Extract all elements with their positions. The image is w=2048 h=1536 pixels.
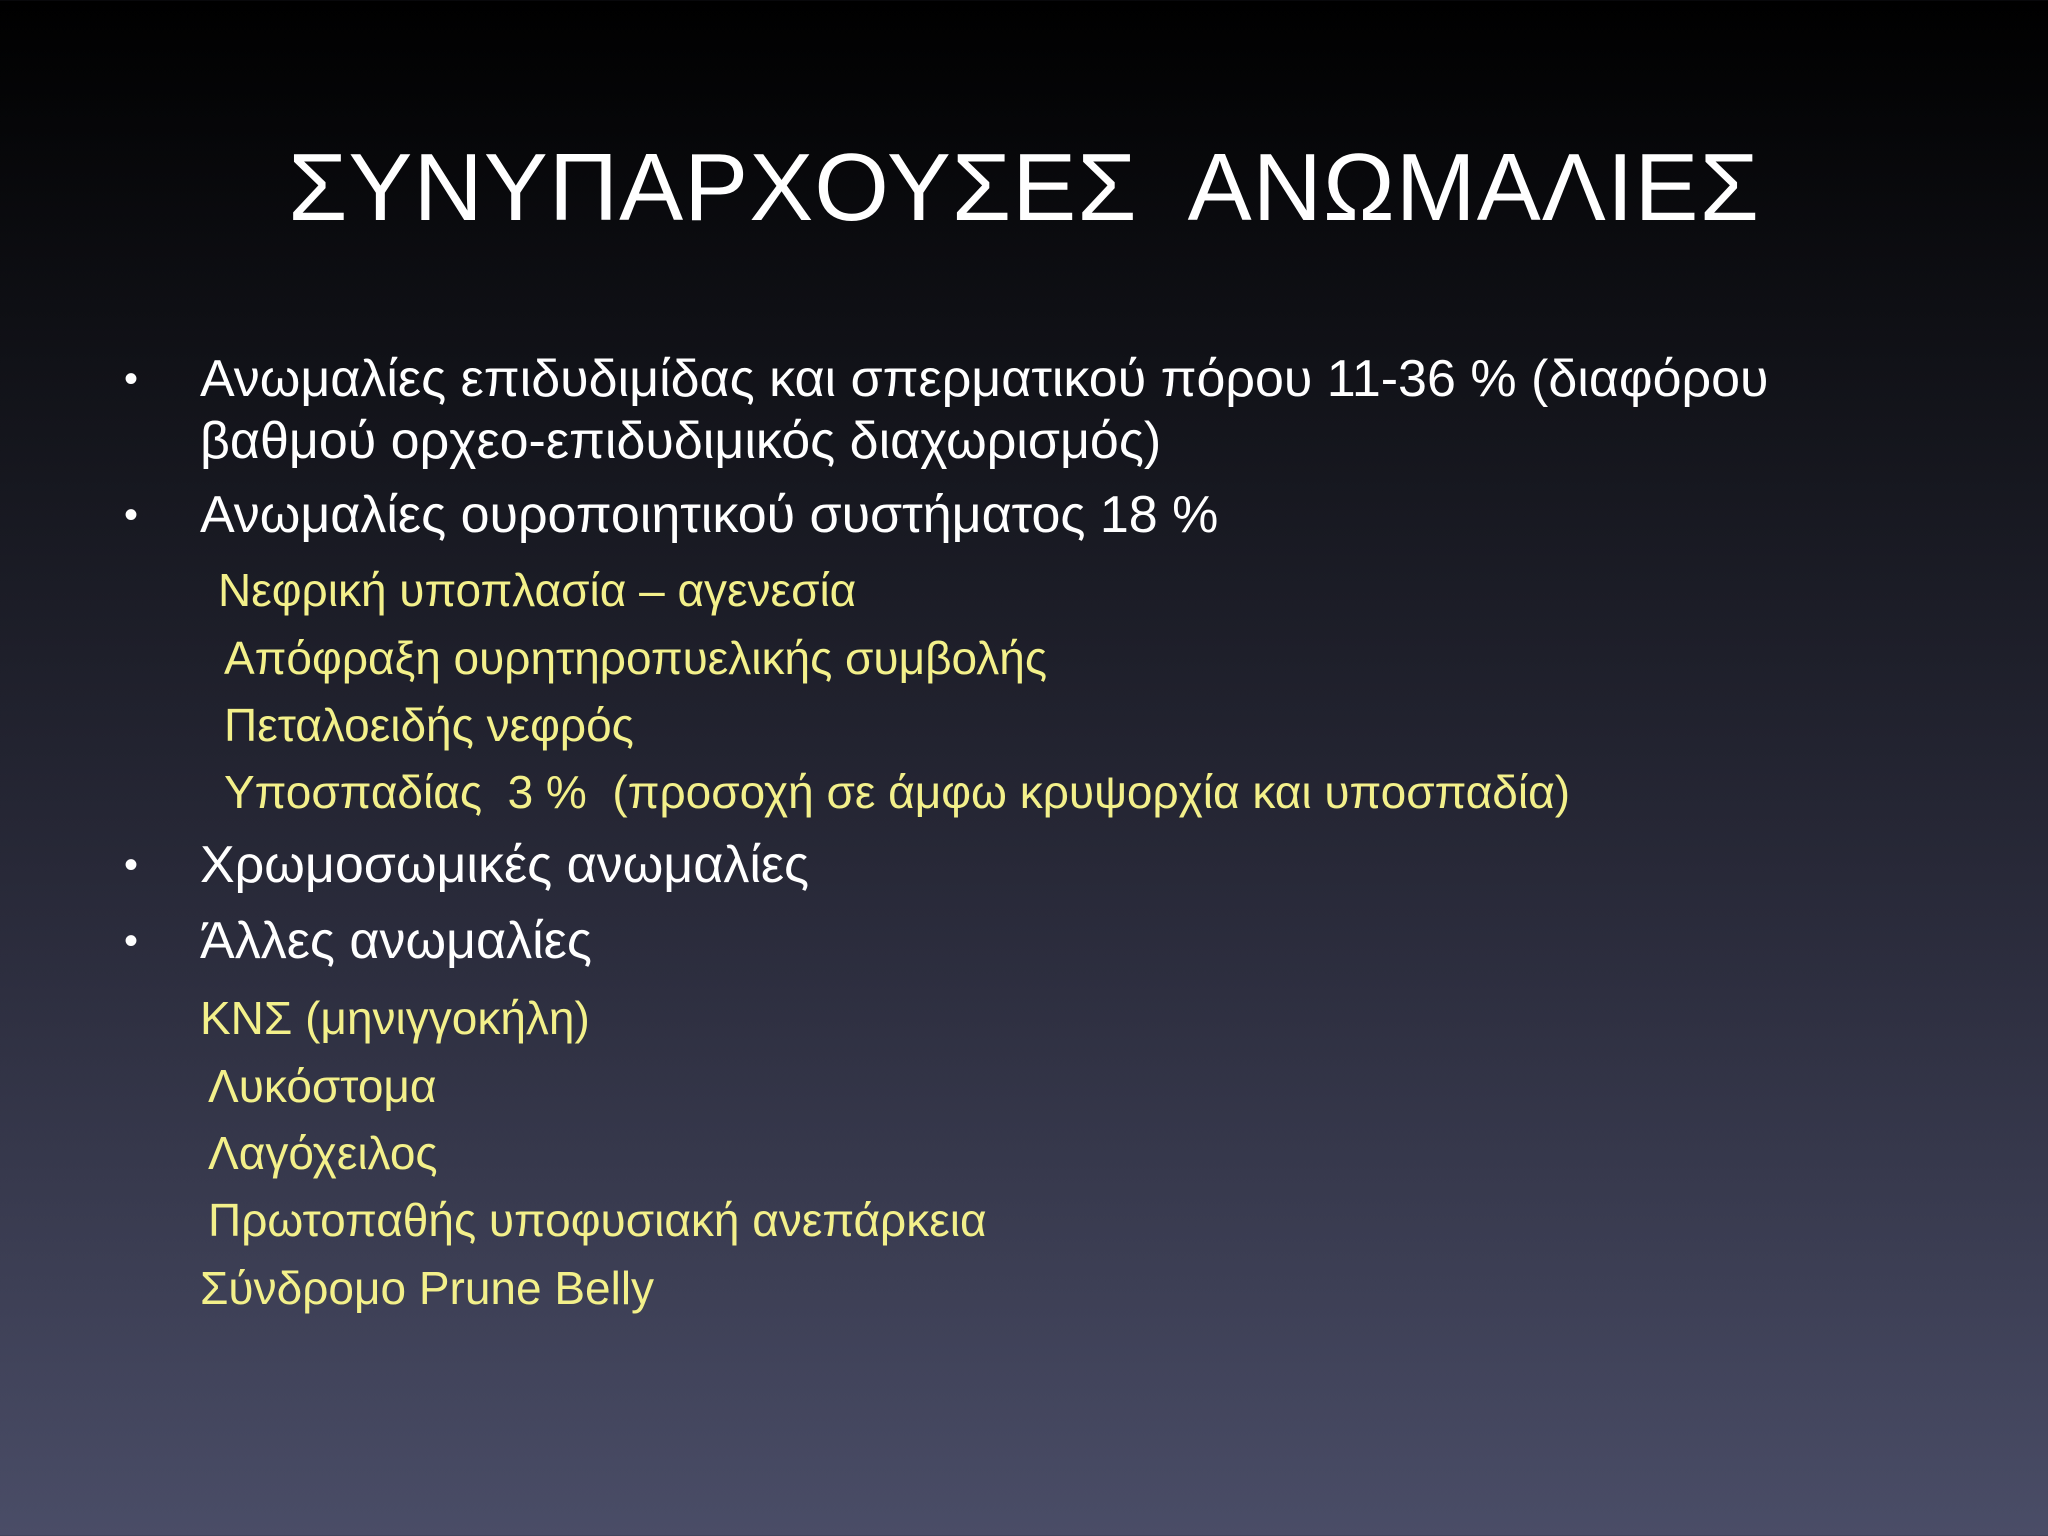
subitem-horseshoe-kidney: Πεταλοειδής νεφρός (224, 699, 634, 751)
subitem-cleft-lip: Λαγόχειλος (208, 1127, 438, 1179)
bullet-text-line: Χρωμοσωμικές ανωμαλίες (200, 836, 810, 894)
bullet-text-line: βαθμού ορχεο-επιδυδιμικός διαχωρισμός) (200, 412, 1162, 470)
bullet-dot-icon: • (124, 843, 139, 887)
subitem-renal-hypoplasia: Νεφρική υποπλασία – αγενεσία (218, 564, 857, 616)
bullet-text-line: Ανωμαλίες ουροποιητικού συστήματος 18 % (200, 486, 1219, 544)
bullet-dot-icon: • (124, 493, 139, 537)
subitem-cns: ΚΝΣ (μηνιγγοκήλη) (200, 992, 590, 1044)
subitem-prune-belly: Σύνδρομο Prune Belly (200, 1262, 655, 1314)
bullet-dot-icon: • (124, 357, 139, 401)
bullet-text-line: Άλλες ανωμαλίες (200, 912, 592, 970)
slide-title: ΣΥΝΥΠΑΡΧΟΥΣΕΣ ΑΝΩΜΑΛΙΕΣ (288, 134, 1760, 241)
subitem-hypospadias: Υποσπαδίας 3 % (προσοχή σε άμφω κρυψορχία και υποσπαδία) (224, 766, 1571, 818)
bullet-text-line: Ανωμαλίες επιδυδιμίδας και σπερματικού πόρου 11-36 % (διαφόρου (200, 350, 1769, 408)
bullet-dot-icon: • (124, 919, 139, 963)
subitem-cleft-palate: Λυκόστομα (208, 1060, 437, 1112)
subitem-pituitary-insufficiency: Πρωτοπαθής υποφυσιακή ανεπάρκεια (208, 1194, 987, 1246)
subitem-upj-obstruction: Απόφραξη ουρητηροπυελικής συμβολής (224, 632, 1048, 684)
